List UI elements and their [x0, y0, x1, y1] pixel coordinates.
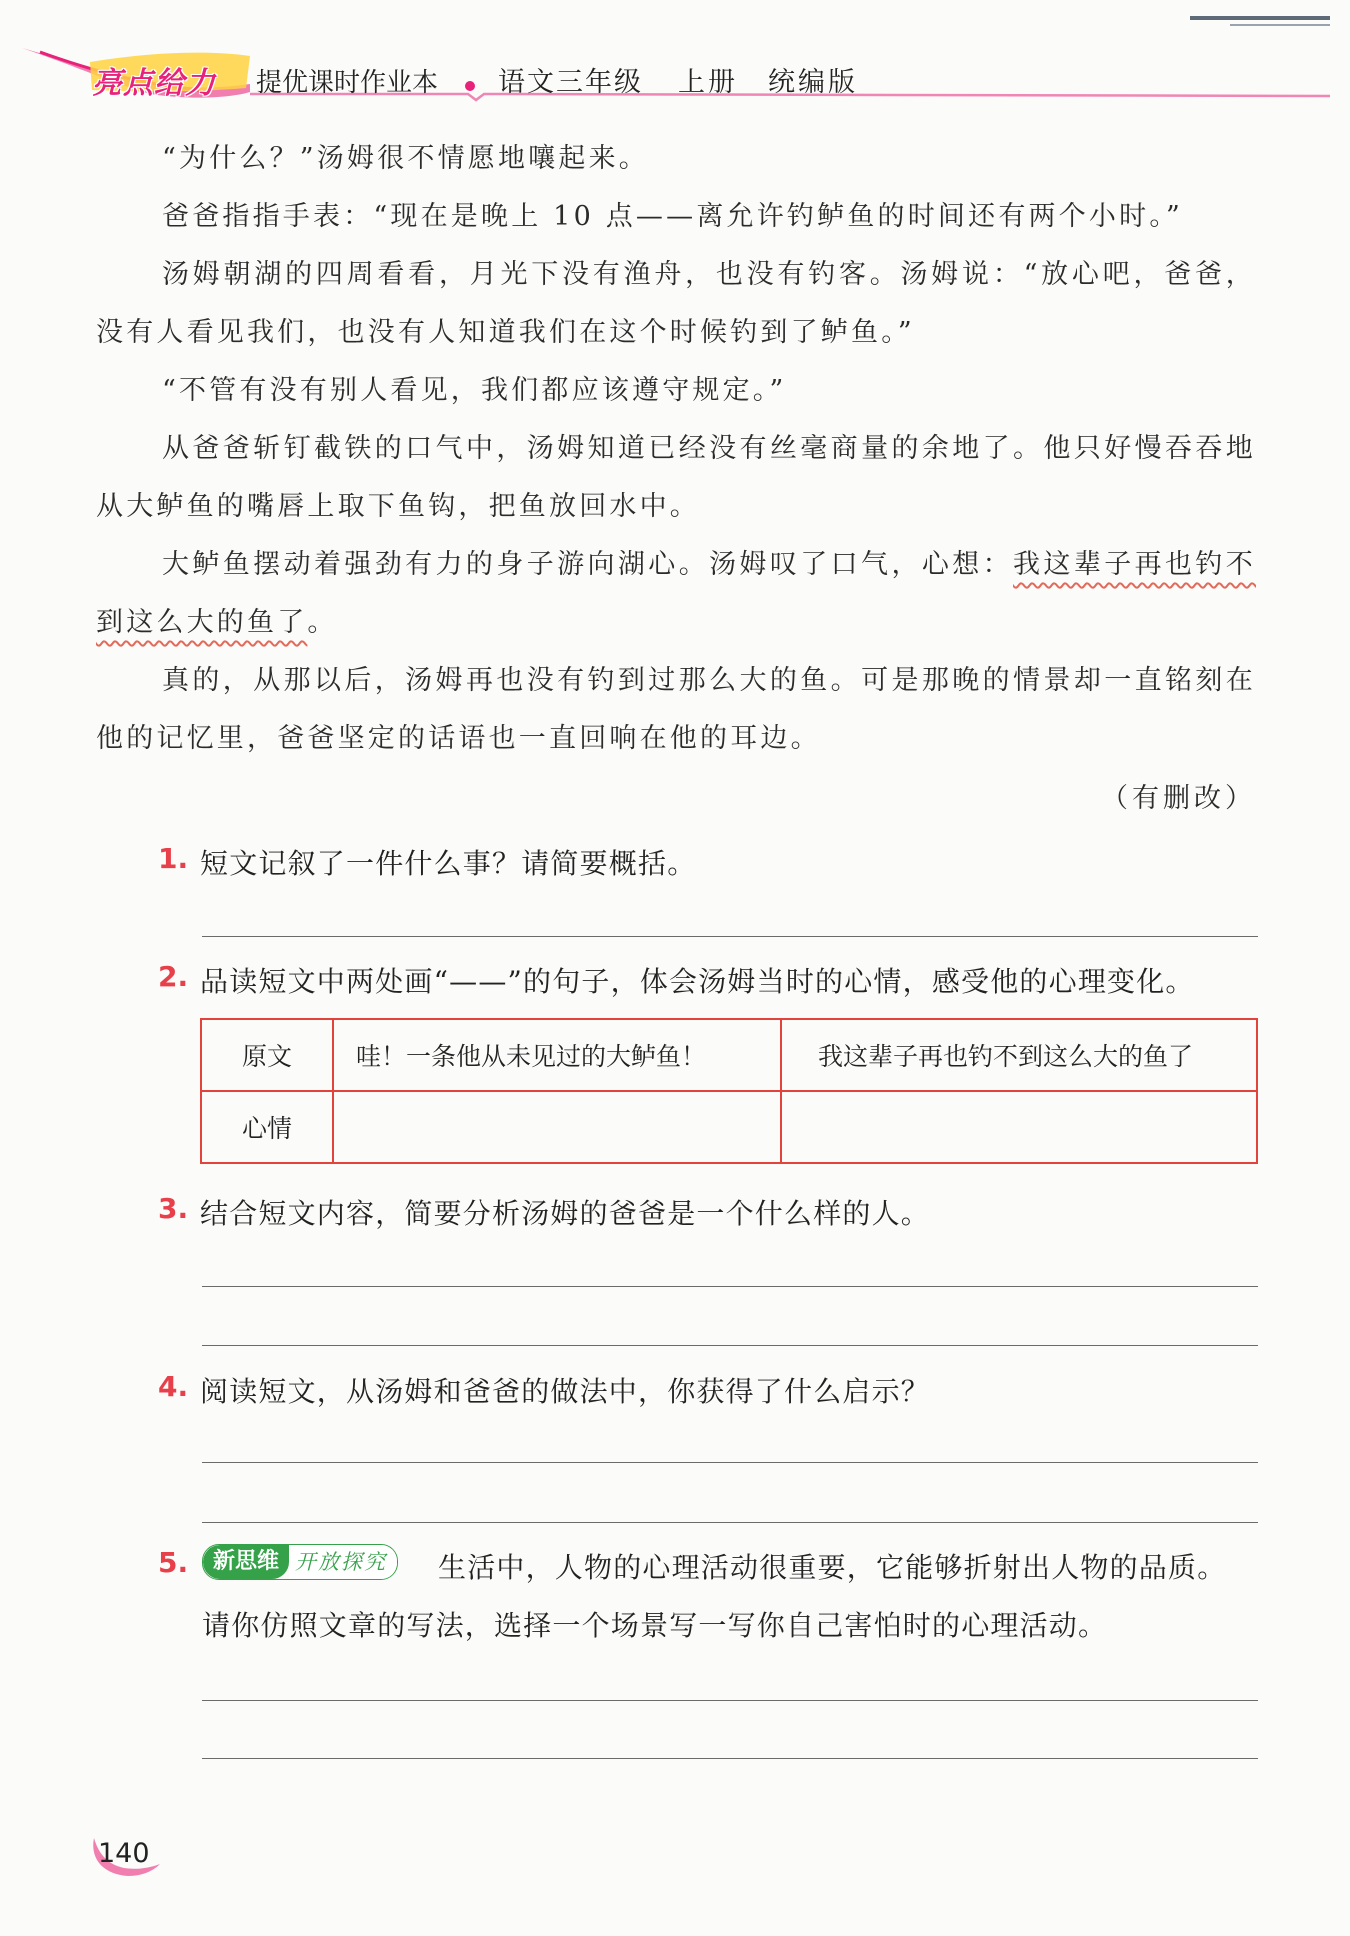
question-3-text: 结合短文内容，简要分析汤姆的爸爸是一个什么样的人。 [200, 1197, 931, 1230]
question-4-text: 阅读短文，从汤姆和爸爸的做法中，你获得了什么启示？ [200, 1375, 931, 1408]
table-header-mood: 心情 [201, 1091, 333, 1163]
table-original-sentence-2: 我这辈子再也钓不到这么大的鱼了 [781, 1019, 1257, 1091]
badge-sub-label: 开放探究 [289, 1545, 397, 1579]
passage-paragraph-6 [96, 536, 1256, 652]
source-note: （有删改） [1101, 783, 1256, 814]
question-3-number: 3. [158, 1192, 189, 1225]
brand-logo-text: 亮点给力 [92, 66, 216, 101]
passage-paragraph-4: “不管有没有别人看见，我们都应该遵守规定。” [162, 375, 787, 406]
wavy-underlined-sentence: 我这辈子再也钓不到这么大的鱼了 [96, 549, 1256, 638]
subject-grade: 语文三年级 [498, 67, 643, 98]
table-mood-answer-2[interactable] [781, 1091, 1257, 1163]
reading-passage [96, 130, 1256, 768]
answer-line-q5-1[interactable] [202, 1700, 1258, 1701]
volume-label: 上册 [678, 67, 738, 98]
passage-paragraph-1: “为什么？”汤姆很不情愿地嚷起来。 [162, 143, 650, 174]
passage-paragraph-3: 汤姆朝湖的四周看看，月光下没有渔舟，也没有钓客。汤姆说：“放心吧，爸爸，没有人看见我们，也没有人知道我们在这个时候钓到了鲈鱼。” [96, 259, 1256, 348]
page-header [0, 0, 1350, 110]
mood-table [200, 1018, 1258, 1164]
answer-line-q3-1[interactable] [202, 1286, 1258, 1287]
answer-line-q4-2[interactable] [202, 1522, 1258, 1523]
page-number: 140 [98, 1838, 150, 1869]
series-title: 提优课时作业本 [256, 68, 439, 98]
answer-line-q3-2[interactable] [202, 1345, 1258, 1346]
new-thinking-badge [202, 1544, 398, 1580]
paragraph-6-lead: 大鲈鱼摆动着强劲有力的身子游向湖心。汤姆叹了口气，心想： [162, 549, 1014, 580]
question-2-text: 品读短文中两处画“——”的句子，体会汤姆当时的心情，感受他的心理变化。 [200, 965, 1195, 998]
question-1-number: 1. [158, 842, 189, 875]
edition-label: 统编版 [768, 67, 858, 98]
question-5-text-line-2: 请你仿照文章的写法，选择一个场景写一写你自己害怕时的心理活动。 [202, 1609, 1108, 1642]
question-5-number: 5. [158, 1546, 189, 1579]
answer-line-q4-1[interactable] [202, 1462, 1258, 1463]
passage-paragraph-2: 爸爸指指手表：“现在是晚上 10 点——离允许钓鲈鱼的时间还有两个小时。” [162, 201, 1184, 232]
answer-line-q5-2[interactable] [202, 1758, 1258, 1759]
table-mood-answer-1[interactable] [333, 1091, 781, 1163]
paragraph-6-end: 。 [307, 607, 338, 638]
passage-paragraph-5: 从爸爸斩钉截铁的口气中，汤姆知道已经没有丝毫商量的余地了。他只好慢吞吞地从大鲈鱼的嘴唇上取下鱼钩，把鱼放回水中。 [96, 433, 1256, 522]
question-5-text-line-1: 生活中，人物的心理活动很重要，它能够折射出人物的品质。 [438, 1551, 1227, 1584]
table-header-original: 原文 [201, 1019, 333, 1091]
table-original-sentence-1: 哇！一条他从未见过的大鲈鱼！ [333, 1019, 781, 1091]
badge-main-label: 新思维 [203, 1545, 289, 1579]
question-4-number: 4. [158, 1370, 189, 1403]
answer-line-q1[interactable] [202, 936, 1258, 937]
question-1-text: 短文记叙了一件什么事？请简要概括。 [200, 847, 697, 880]
question-2-number: 2. [158, 960, 189, 993]
passage-paragraph-7: 真的，从那以后，汤姆再也没有钓到过那么大的鱼。可是那晚的情景却一直铭刻在他的记忆里，爸爸坚定的话语也一直回响在他的耳边。 [96, 665, 1256, 754]
